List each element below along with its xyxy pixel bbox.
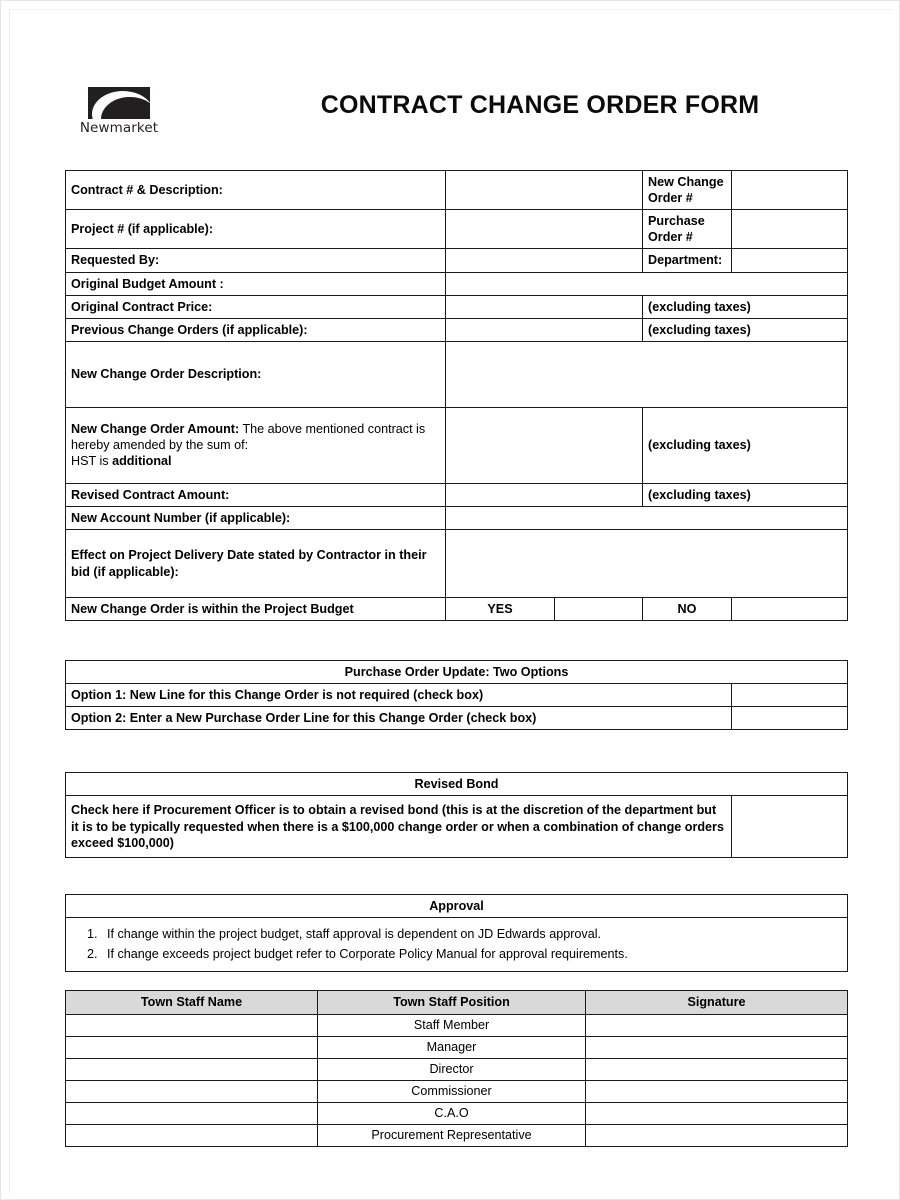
table-row-new-change-order-amount — [66, 407, 848, 483]
revised-bond-text: Check here if Procurement Officer is to obtain a revised bond (this is at the discretion of the department but it is to be typically requested when there is a $100,000 change order or when a combination of change orders exceed $100,000) — [66, 796, 732, 858]
purchase-order-update-table — [65, 660, 848, 730]
table-row — [66, 1125, 848, 1147]
table-row-original-budget — [66, 272, 848, 295]
within-budget-yes-checkbox[interactable] — [555, 598, 643, 621]
effect-delivery-input[interactable] — [446, 530, 848, 598]
original-budget-input[interactable] — [446, 272, 848, 295]
revised-contract-amount-label: Revised Contract Amount: — [66, 483, 446, 506]
staff-position-value: Staff Member — [318, 1015, 586, 1037]
within-budget-yes-label: YES — [446, 598, 555, 621]
table-row-effect-delivery — [66, 530, 848, 598]
within-budget-label: New Change Order is within the Project Budget — [66, 598, 446, 621]
new-change-order-amount-note: (excluding taxes) — [643, 407, 848, 483]
hst-prefix: HST is — [71, 454, 113, 469]
page-title: CONTRACT CHANGE ORDER FORM — [320, 91, 760, 119]
table-row — [66, 1059, 848, 1081]
list-item: 1. If change within the project budget, staff approval is dependent on JD Edwards approval. — [101, 926, 842, 943]
table-row-requested-by — [66, 249, 848, 272]
approval-notes-cell — [66, 918, 848, 972]
within-budget-no-checkbox[interactable] — [732, 598, 848, 621]
staff-name-input[interactable] — [66, 1125, 318, 1147]
table-row-within-budget — [66, 598, 848, 621]
table-row-po-option-1 — [66, 684, 848, 707]
project-input[interactable] — [446, 210, 643, 249]
new-change-order-amount-input[interactable] — [446, 407, 643, 483]
table-row-approval-notes — [66, 918, 848, 972]
previous-change-orders-label: Previous Change Orders (if applicable): — [66, 318, 446, 341]
table-row-bond-section-header — [66, 773, 848, 796]
staff-position-value: Director — [318, 1059, 586, 1081]
new-change-order-description-input[interactable] — [446, 341, 848, 407]
table-row-revised-contract-amount — [66, 483, 848, 506]
table-row — [66, 1103, 848, 1125]
revised-bond-checkbox[interactable] — [732, 796, 848, 858]
table-row-original-contract-price — [66, 295, 848, 318]
staff-position-value: Manager — [318, 1037, 586, 1059]
revised-contract-amount-input[interactable] — [446, 483, 643, 506]
contract-input[interactable] — [446, 171, 643, 210]
column-header-name: Town Staff Name — [66, 991, 318, 1015]
logo-wordmark: Newmarket — [79, 120, 159, 136]
staff-name-input[interactable] — [66, 1059, 318, 1081]
signature-input[interactable] — [586, 1059, 848, 1081]
project-label: Project # (if applicable): — [66, 210, 446, 249]
staff-name-input[interactable] — [66, 1015, 318, 1037]
new-account-number-input[interactable] — [446, 506, 848, 529]
table-row-previous-change-orders — [66, 318, 848, 341]
new-account-number-label: New Account Number (if applicable): — [66, 506, 446, 529]
new-change-order-description-label: New Change Order Description: — [66, 341, 446, 407]
purchase-order-input[interactable] — [732, 210, 848, 249]
table-row-signature-header — [66, 991, 848, 1015]
newmarket-logo — [73, 87, 165, 145]
column-header-position: Town Staff Position — [318, 991, 586, 1015]
table-row-approval-section-header — [66, 895, 848, 918]
new-change-order-amount-label-text: The above mentioned contract is hereby amended by the sum of: — [71, 422, 426, 453]
staff-name-input[interactable] — [66, 1037, 318, 1059]
document-header — [65, 87, 847, 151]
table-row-new-account-number — [66, 506, 848, 529]
signature-input[interactable] — [586, 1037, 848, 1059]
list-item: 2. If change exceeds project budget refer to Corporate Policy Manual for approval requirements. — [101, 946, 842, 963]
contract-label: Contract # & Description: — [66, 171, 446, 210]
previous-change-orders-note: (excluding taxes) — [643, 318, 848, 341]
table-row — [66, 1081, 848, 1103]
newmarket-logo-icon — [88, 87, 150, 119]
table-row-bond-text — [66, 796, 848, 858]
hst-additional: additional — [112, 454, 172, 469]
signature-input[interactable] — [586, 1125, 848, 1147]
table-row — [66, 1015, 848, 1037]
new-change-order-label: New Change Order # — [643, 171, 732, 210]
revised-contract-amount-note: (excluding taxes) — [643, 483, 848, 506]
staff-position-value: Procurement Representative — [318, 1125, 586, 1147]
new-change-order-amount-label-bold: New Change Order Amount: — [71, 422, 240, 437]
approval-table — [65, 894, 848, 972]
signature-input[interactable] — [586, 1015, 848, 1037]
original-contract-price-note: (excluding taxes) — [643, 295, 848, 318]
approval-section-title: Approval — [66, 895, 848, 918]
department-label: Department: — [643, 249, 732, 272]
purchase-order-update-section-title: Purchase Order Update: Two Options — [66, 661, 848, 684]
requested-by-input[interactable] — [446, 249, 643, 272]
original-budget-label: Original Budget Amount : — [66, 272, 446, 295]
table-row-contract — [66, 171, 848, 210]
staff-name-input[interactable] — [66, 1081, 318, 1103]
within-budget-no-label: NO — [643, 598, 732, 621]
signature-input[interactable] — [586, 1103, 848, 1125]
original-contract-price-input[interactable] — [446, 295, 643, 318]
column-header-signature: Signature — [586, 991, 848, 1015]
department-input[interactable] — [732, 249, 848, 272]
new-change-order-amount-label — [66, 407, 446, 483]
revised-bond-section-title: Revised Bond — [66, 773, 848, 796]
option-2-checkbox[interactable] — [732, 707, 848, 730]
staff-position-value: C.A.O — [318, 1103, 586, 1125]
table-row-new-change-order-description — [66, 341, 848, 407]
table-row-project — [66, 210, 848, 249]
table-row-po-section-header — [66, 661, 848, 684]
purchase-order-label: Purchase Order # — [643, 210, 732, 249]
approval-list — [71, 926, 842, 963]
staff-position-value: Commissioner — [318, 1081, 586, 1103]
original-contract-price-label: Original Contract Price: — [66, 295, 446, 318]
option-1-label: Option 1: New Line for this Change Order is not required (check box) — [66, 684, 732, 707]
signature-table — [65, 990, 848, 1147]
main-info-table — [65, 170, 848, 621]
table-row-po-option-2 — [66, 707, 848, 730]
staff-name-input[interactable] — [66, 1103, 318, 1125]
option-1-checkbox[interactable] — [732, 684, 848, 707]
new-change-order-input[interactable] — [732, 171, 848, 210]
revised-bond-table — [65, 772, 848, 858]
signature-input[interactable] — [586, 1081, 848, 1103]
effect-delivery-label: Effect on Project Delivery Date stated by Contractor in their bid (if applicable): — [66, 530, 446, 598]
option-2-label: Option 2: Enter a New Purchase Order Line for this Change Order (check box) — [66, 707, 732, 730]
previous-change-orders-input[interactable] — [446, 318, 643, 341]
requested-by-label: Requested By: — [66, 249, 446, 272]
table-row — [66, 1037, 848, 1059]
